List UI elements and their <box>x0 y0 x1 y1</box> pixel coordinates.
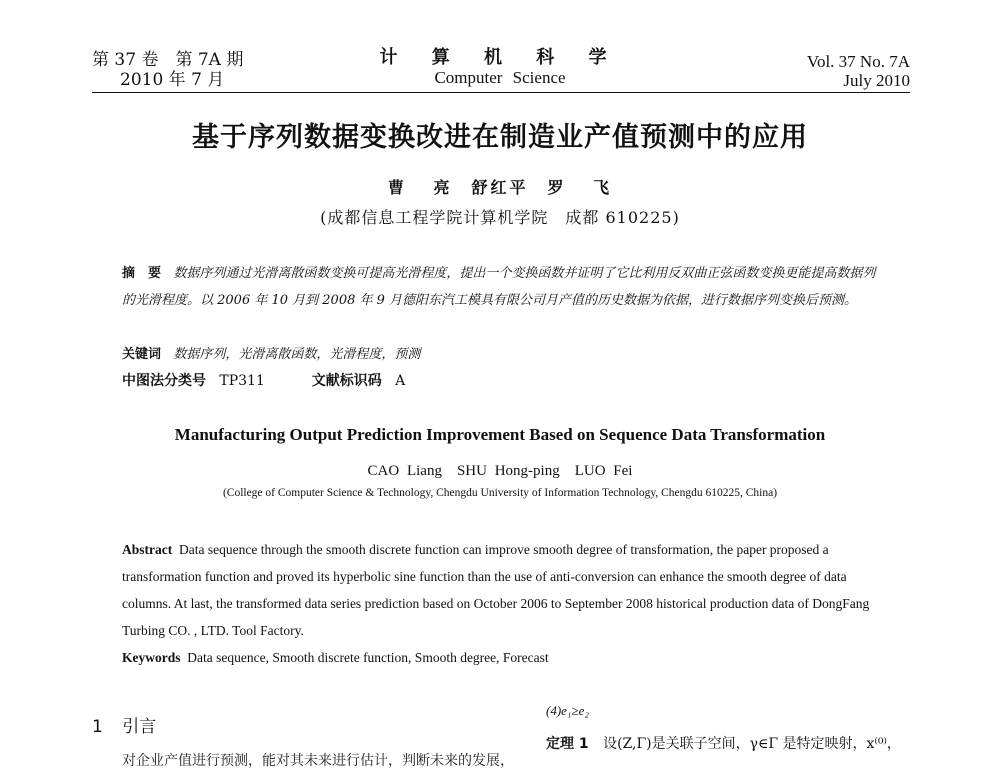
journal-volume-en: Vol. 37 No. 7A <box>806 52 910 71</box>
header-rule <box>92 92 910 93</box>
section-title: 引言 <box>122 717 157 737</box>
section-number: 1 <box>92 717 103 737</box>
keywords-cn-text: 数据序列，光滑离散函数，光滑程度，预测 <box>173 347 421 362</box>
affiliation-en: (College of Computer Science & Technology, Chengdu University of Information Technology, Chengdu 610225, China) <box>222 487 778 499</box>
doc-code-label: 文献标识码 <box>311 373 382 389</box>
abstract-en-label: Abstract <box>122 542 173 557</box>
abstract-en-text: Data sequence through the smooth discrete function can improve smooth degree of transformation, the paper proposed a transformation function and proved its hyperbolic sine function than the use of anti-conversion can enhance the smooth degree of data columns. At last, the transformed data series prediction based on October 2006 to September 2008 historical production data of DongFang Turbing CO. , LTD. Tool Factory. <box>122 542 870 638</box>
journal-volume: 第 37 卷 第 7A 期 <box>92 50 244 70</box>
theorem-label: 定理 1 <box>546 736 589 752</box>
authors-en: CAO Liang SHU Hong-ping LUO Fei <box>367 463 633 479</box>
abstract-cn-label: 摘 要 <box>122 266 162 281</box>
keywords-en <box>122 644 549 671</box>
affiliation-cn: (成都信息工程学院计算机学院 成都 610225) <box>320 208 680 227</box>
paper-title-en: Manufacturing Output Prediction Improvement Based on Sequence Data Transformation <box>174 425 826 444</box>
journal-issue-en <box>807 52 910 90</box>
abstract-cn <box>122 260 882 314</box>
section-heading <box>92 712 156 737</box>
clc-value: TP311 <box>219 373 265 389</box>
keywords-en-text: Data sequence, Smooth discrete function, Smooth degree, Forecast <box>187 650 549 665</box>
journal-date-en: July 2010 <box>843 71 910 90</box>
journal-name-cn: 计 算 机 科 学 <box>379 47 621 68</box>
keywords-en-label: Keywords <box>122 650 181 665</box>
condition-item: (4)e₁≥e₂ <box>546 703 589 718</box>
paper-title-cn: 基于序列数据变换改进在制造业产值预测中的应用 <box>192 122 808 153</box>
journal-name-en: Computer Science <box>434 68 566 87</box>
clc-label: 中图法分类号 <box>122 373 206 389</box>
doc-code-value: A <box>395 373 406 389</box>
body-text-cut: 对企业产值进行预测，能对其未来进行估计，判断未来的发展， <box>122 753 514 769</box>
authors-cn: 曹 亮 舒红平 罗 飞 <box>387 178 613 197</box>
theorem <box>546 733 901 753</box>
keywords-cn-label: 关键词 <box>122 347 162 362</box>
theorem-text: 设(Z,Γ)是关联子空间，γ∈Γ 是特定映射，x⁽⁰⁾， <box>603 736 901 752</box>
journal-date-cn: 2010 年 7 月 <box>120 70 225 90</box>
keywords-cn <box>122 341 420 368</box>
abstract-en <box>122 536 884 644</box>
classification <box>122 368 405 395</box>
abstract-cn-text: 数据序列通过光滑离散函数变换可提高光滑程度，提出一个变换函数并证明了它比利用反双曲正弦函数变换更能提高数据列的光滑程度。以 2006 年 10 月到 2008 年 9 月德阳东汽工模具有限公司月产值的历史数据为依据，进行数据序列变换后预测。 <box>122 266 876 308</box>
